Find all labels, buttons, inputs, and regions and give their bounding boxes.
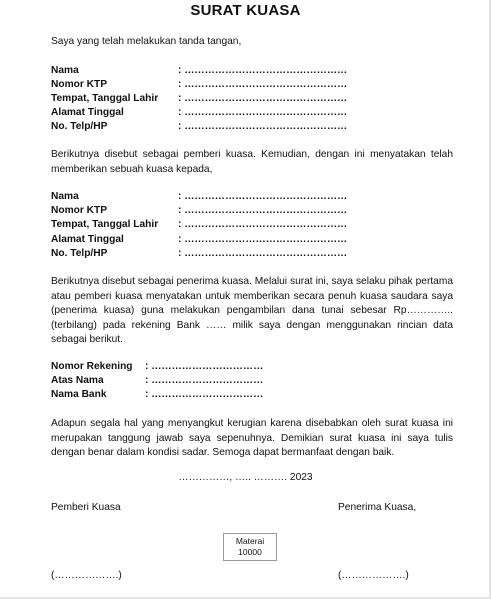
- field-value: : …………………………………………: [178, 248, 348, 259]
- field-value: : …………………………………………: [178, 234, 348, 245]
- field-value: : ……………………………: [145, 375, 264, 386]
- document-title: SURAT KUASA: [190, 2, 301, 19]
- stamp-line2: 10000: [238, 547, 262, 557]
- field-label: Tempat, Tanggal Lahir: [51, 219, 159, 230]
- field-label: Nomor KTP: [51, 205, 108, 216]
- field-label: Nomor KTP: [51, 79, 108, 90]
- field-label: No. Telp/HP: [51, 121, 108, 132]
- date-line: ……………, ….. ………. 2023: [178, 472, 313, 483]
- intro-text: Saya yang telah melakukan tanda tangan,: [51, 36, 242, 47]
- receiver-paragraph: Berikutnya disebut sebagai penerima kuasa. Melalui surat ini, saya selaku pihak pertama atau pemberi kuasa menyatakan untuk memberikan secara penuh kuasa saudara saya (penerima kuasa) guna melakukan pengambilan dana tunai sebesar Rp………….. (terbilang) pada rekening Bank …… milik saya dengan menggunakan rincian data sebagai berikut.: [51, 276, 453, 346]
- field-label: Alamat Tinggal: [51, 234, 124, 245]
- field-value: : ……………………………: [145, 389, 264, 400]
- signer-right-label: Penerima Kuasa,: [338, 502, 417, 513]
- field-label: Alamat Tinggal: [51, 107, 124, 118]
- field-value: : …………………………………………: [178, 205, 348, 216]
- field-value: : …………………………………………: [178, 65, 348, 76]
- field-label: Nama: [51, 65, 79, 76]
- field-label: No. Telp/HP: [51, 248, 108, 259]
- signer-left-label: Pemberi Kuasa: [51, 502, 121, 513]
- field-value: : …………………………………………: [178, 79, 348, 90]
- field-value: : …………………………………………: [178, 93, 348, 104]
- field-value: : ……………………………: [145, 361, 264, 372]
- field-label: Tempat, Tanggal Lahir: [51, 93, 159, 104]
- closing-paragraph: Adapun segala hal yang menyangkut kerugian karena disebabkan oleh surat kuasa ini merupakan tanggung jawab saya sepenuhnya. Demikian surat kuasa ini saya tulis dengan benar dalam kondisi sadar. Semoga dapat bermanfaat dengan baik.: [51, 418, 453, 459]
- field-value: : …………………………………………: [178, 121, 348, 132]
- field-value: : …………………………………………: [178, 191, 348, 202]
- signer-left-name: (……………….): [51, 570, 122, 581]
- signer-right-name: (……………….): [338, 570, 409, 581]
- field-label: Atas Nama: [51, 375, 104, 386]
- field-label: Nama Bank: [51, 389, 107, 400]
- giver-paragraph: Berikutnya disebut sebagai pemberi kuasa. Kemudian, dengan ini menyatakan telah memberikan sebuah kuasa kepada,: [51, 149, 453, 175]
- stamp-line1: Materai: [235, 536, 265, 546]
- field-value: : …………………………………………: [178, 107, 348, 118]
- field-label: Nomor Rekening: [51, 361, 133, 372]
- field-value: : …………………………………………: [178, 219, 348, 230]
- stamp-box: [223, 533, 277, 561]
- field-label: Nama: [51, 191, 79, 202]
